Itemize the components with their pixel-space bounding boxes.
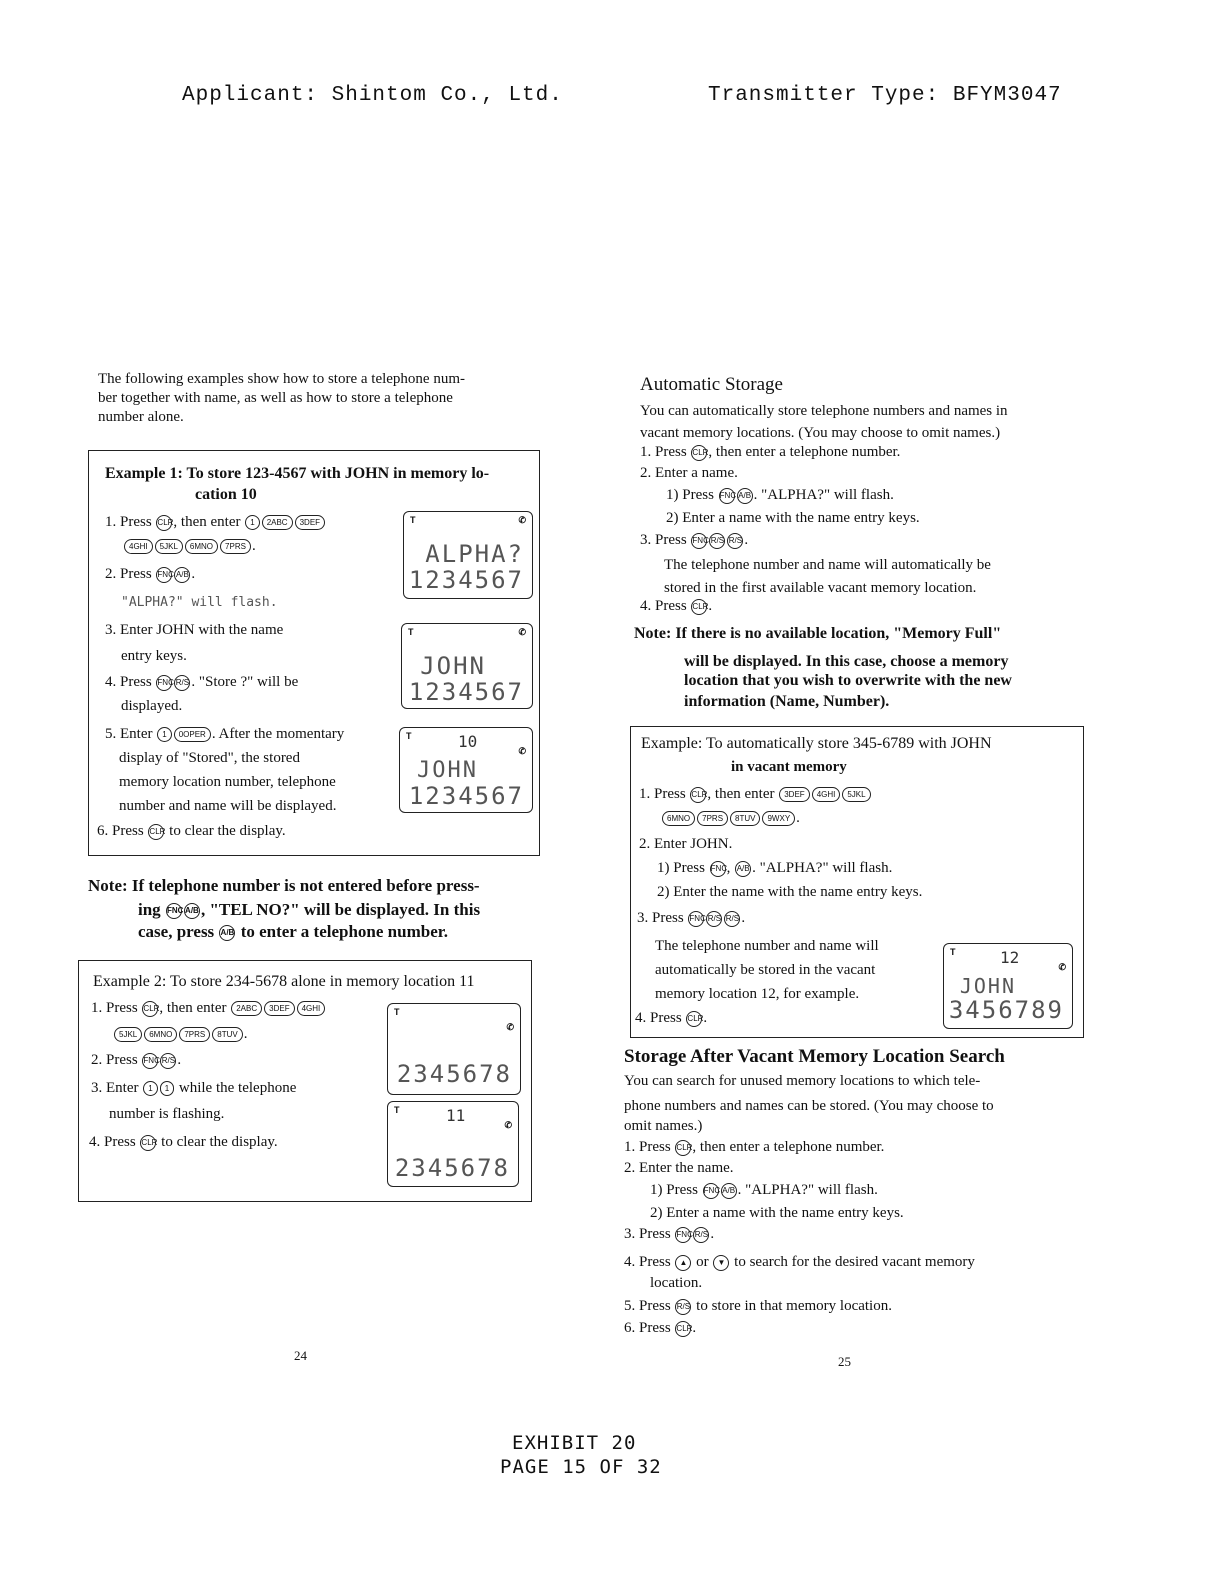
example-2-step-2: 2. Press FNC R/S . (91, 1052, 182, 1068)
auto-step-4: 4. Press CLR. (640, 598, 713, 614)
example-2-step-3-cont: number is flashing. (109, 1106, 225, 1122)
fnc-key-icon: FNC (703, 1183, 719, 1199)
clr-key-icon: CLR (142, 1001, 158, 1017)
search-step-2-1: 1) Press FNC A/B . "ALPHA?" will flash. (650, 1182, 878, 1198)
lcd-line-2: 1234567 (408, 782, 524, 810)
fnc-key-icon: FNC (719, 488, 735, 504)
example-1-step-1-keys: 4GHI 5JKL 6MNO 7PRS . (123, 537, 256, 556)
example-2-step-3: 3. Enter 1 1 while the telephone (91, 1080, 297, 1096)
automatic-storage-heading: Automatic Storage (640, 374, 783, 395)
indicator-icon: T (950, 947, 956, 957)
auto-note-line-3: location that you wish to overwrite with the new (684, 672, 1012, 689)
rs-key-icon: R/S (727, 533, 743, 549)
key-5-icon: 5JKL (155, 539, 183, 554)
fnc-key-icon: FNC (675, 1227, 691, 1243)
fnc-key-icon: FNC (710, 861, 726, 877)
antenna-icon: ✆ (504, 1120, 512, 1130)
intro-paragraph (98, 370, 465, 427)
search-step-5: 5. Press R/S to store in that memory location. (624, 1298, 892, 1314)
clr-key-icon: CLR (675, 1321, 691, 1337)
rs-key-icon: R/S (724, 911, 740, 927)
fnc-key-icon: FNC (166, 903, 182, 919)
key-7-icon: 7PRS (697, 811, 728, 826)
example-2-step-4: 4. Press CLR to clear the display. (89, 1134, 278, 1150)
key-9-icon: 9WXY (762, 811, 795, 826)
example-3-step-2: 2. Enter JOHN. (639, 836, 733, 852)
key-7-icon: 7PRS (179, 1027, 210, 1042)
ab-key-icon: A/B (737, 488, 753, 504)
key-8-icon: 8TUV (730, 811, 760, 826)
search-paragraph-3: omit names.) (624, 1118, 703, 1134)
ab-key-icon: A/B (219, 925, 235, 941)
example-3-step-1: 1. Press CLR, then enter 3DEF 4GHI 5JKL (639, 785, 872, 804)
intro-line: The following examples show how to store a telephone num- (98, 371, 466, 387)
lcd-line-1: JOHN (420, 652, 486, 680)
lcd-line-2: 2345678 (396, 1060, 512, 1088)
antenna-icon: ✆ (1058, 962, 1066, 972)
ab-key-icon: A/B (174, 567, 190, 583)
indicator-icon: T (408, 627, 414, 637)
example-2-step-1: 1. Press CLR, then enter 2ABC 3DEF 4GHI (91, 999, 326, 1018)
key-1-icon: 1 (157, 727, 171, 742)
lcd-line-1: JOHN (959, 974, 1016, 998)
vacant-search-heading: Storage After Vacant Memory Location Search (624, 1046, 1005, 1067)
page-number-left: 24 (294, 1348, 307, 1363)
auto-paragraph-2: vacant memory locations. (You may choose to omit names.) (640, 425, 1001, 441)
example-1-step-1: 1. Press CLR, then enter 1 2ABC 3DEF (105, 513, 326, 532)
lcd-display-number (387, 1003, 521, 1095)
note-left-line-2: ing FNC A/B , "TEL NO?" will be displayed. In this (138, 900, 481, 919)
rs-key-icon: R/S (675, 1299, 691, 1315)
example-3-step-3: 3. Press FNC R/S R/S . (637, 910, 746, 926)
search-step-4: 4. Press ▲ or ▼ to search for the desired vacant memory (624, 1254, 975, 1270)
auto-step-3: 3. Press FNC R/S R/S . (640, 532, 749, 548)
key-0-icon: 0OPER (174, 727, 211, 742)
example-1-step-5-cont: display of "Stored", the stored (119, 750, 300, 766)
example-1-title: Example 1: To store 123-4567 with JOHN in memory lo- (105, 465, 490, 482)
example-1-box (88, 450, 540, 856)
up-arrow-key-icon: ▲ (675, 1255, 691, 1271)
note-left-line-1: Note: If telephone number is not entered before press- (88, 876, 480, 895)
ab-key-icon: A/B (735, 861, 751, 877)
clr-key-icon: CLR (691, 599, 707, 615)
fnc-key-icon: FNC (688, 911, 704, 927)
example-3-step-4: 4. Press CLR. (635, 1010, 708, 1026)
indicator-icon: T (394, 1007, 400, 1017)
example-1-step-2-note: "ALPHA?" will flash. (121, 595, 278, 610)
key-4-icon: 4GHI (297, 1001, 326, 1016)
example-1-step-5-cont: number and name will be displayed. (119, 798, 337, 814)
clr-key-icon: CLR (686, 1011, 702, 1027)
lcd-line-2: 3456789 (948, 996, 1064, 1024)
example-2-box (78, 960, 532, 1202)
lcd-line-2: 1234567 (408, 566, 524, 594)
rs-key-icon: R/S (706, 911, 722, 927)
clr-key-icon: CLR (156, 515, 172, 531)
key-6-icon: 6MNO (185, 539, 218, 554)
example-3-step-3-desc: automatically be stored in the vacant (655, 962, 876, 978)
lcd-location-number: 12 (1000, 948, 1020, 967)
example-3-title-cont: in vacant memory (731, 759, 847, 775)
auto-step-2-2: 2) Enter a name with the name entry keys. (666, 510, 920, 526)
intro-line: number alone. (98, 409, 184, 425)
example-1-step-4: 4. Press FNC R/S . "Store ?" will be (105, 674, 299, 690)
auto-step-1: 1. Press CLR, then enter a telephone number. (640, 444, 901, 460)
search-step-4-cont: location. (650, 1275, 703, 1291)
example-3-step-2-1: 1) Press FNC, A/B . "ALPHA?" will flash. (657, 860, 893, 876)
exhibit-page: PAGE 15 OF 32 (500, 1456, 662, 1478)
antenna-icon: ✆ (518, 746, 526, 756)
example-3-box (630, 726, 1084, 1038)
key-6-icon: 6MNO (144, 1027, 177, 1042)
rs-key-icon: R/S (174, 675, 190, 691)
antenna-icon: ✆ (518, 515, 526, 525)
exhibit-label: EXHIBIT 20 (512, 1432, 637, 1454)
clr-key-icon: CLR (148, 824, 164, 840)
auto-step-3-desc: stored in the first available vacant memory location. (664, 580, 977, 596)
auto-note-line-4: information (Name, Number). (684, 693, 890, 710)
rs-key-icon: R/S (160, 1053, 176, 1069)
lcd-line-2: 2345678 (394, 1154, 510, 1182)
key-8-icon: 8TUV (212, 1027, 242, 1042)
intro-line: ber together with name, as well as how to store a telephone (98, 390, 453, 406)
key-2-icon: 2ABC (262, 515, 293, 530)
lcd-display-stored (399, 727, 533, 813)
search-step-2-2: 2) Enter a name with the name entry keys. (650, 1205, 904, 1221)
example-1-step-3-cont: entry keys. (121, 648, 187, 664)
lcd-line-2: 1234567 (408, 678, 524, 706)
auto-step-3-desc: The telephone number and name will automatically be (664, 557, 991, 573)
fnc-key-icon: FNC (691, 533, 707, 549)
key-4-icon: 4GHI (124, 539, 153, 554)
fnc-key-icon: FNC (156, 675, 172, 691)
key-1-icon: 1 (245, 515, 259, 530)
example-1-step-2: 2. Press FNC A/B . (105, 566, 196, 582)
fnc-key-icon: FNC (142, 1053, 158, 1069)
clr-key-icon: CLR (691, 445, 707, 461)
example-1-step-5-cont: memory location number, telephone (119, 774, 336, 790)
key-7-icon: 7PRS (220, 539, 251, 554)
example-2-title: Example 2: To store 234-5678 alone in memory location 11 (93, 973, 475, 990)
example-1-step-6: 6. Press CLR to clear the display. (97, 823, 286, 839)
key-3-icon: 3DEF (295, 515, 325, 530)
note-left-line-3: case, press A/B to enter a telephone number. (138, 922, 448, 941)
page-number-right: 25 (838, 1354, 851, 1369)
key-3-icon: 3DEF (264, 1001, 294, 1016)
auto-paragraph-1: You can automatically store telephone numbers and names in (640, 403, 1008, 419)
example-1-title-cont: cation 10 (195, 486, 257, 503)
search-step-3: 3. Press FNC R/S . (624, 1226, 715, 1242)
lcd-line-1: ALPHA? (425, 540, 524, 568)
lcd-display-alpha (403, 511, 533, 599)
example-3-step-3-desc: memory location 12, for example. (655, 986, 860, 1002)
example-3-step-1-keys: 6MNO 7PRS 8TUV 9WXY . (661, 809, 800, 828)
clr-key-icon: CLR (140, 1135, 156, 1151)
applicant-header: Applicant: Shintom Co., Ltd. (182, 84, 563, 107)
example-1-step-5: 5. Enter 1 0OPER . After the momentary (105, 726, 345, 742)
example-3-step-3-desc: The telephone number and name will (655, 938, 879, 954)
lcd-display-location (387, 1101, 519, 1187)
auto-note-line-2: will be displayed. In this case, choose a memory (684, 653, 1009, 670)
lcd-location-number: 10 (458, 732, 478, 751)
indicator-icon: T (406, 731, 412, 741)
search-paragraph-2: phone numbers and names can be stored. (You may choose to (624, 1098, 994, 1114)
lcd-display-auto (943, 943, 1073, 1029)
example-3-title: Example: To automatically store 345-6789 with JOHN (641, 735, 992, 752)
indicator-icon: T (410, 515, 416, 525)
key-5-icon: 5JKL (842, 787, 870, 802)
rs-key-icon: R/S (709, 533, 725, 549)
search-step-1: 1. Press CLR, then enter a telephone number. (624, 1139, 885, 1155)
search-step-2: 2. Enter the name. (624, 1160, 734, 1176)
clr-key-icon: CLR (675, 1140, 691, 1156)
ab-key-icon: A/B (721, 1183, 737, 1199)
key-2-icon: 2ABC (231, 1001, 262, 1016)
search-paragraph-1: You can search for unused memory locations to which tele- (624, 1073, 981, 1089)
search-step-6: 6. Press CLR. (624, 1320, 697, 1336)
key-1-icon: 1 (143, 1081, 157, 1096)
lcd-line-1: JOHN (417, 758, 478, 783)
example-3-step-2-2: 2) Enter the name with the name entry keys. (657, 884, 923, 900)
key-4-icon: 4GHI (812, 787, 841, 802)
down-arrow-key-icon: ▼ (713, 1255, 729, 1271)
key-3-icon: 3DEF (779, 787, 809, 802)
indicator-icon: T (394, 1105, 400, 1115)
key-5-icon: 5JKL (114, 1027, 142, 1042)
antenna-icon: ✆ (518, 627, 526, 637)
lcd-display-john (401, 623, 533, 709)
transmitter-header: Transmitter Type: BFYM3047 (708, 84, 1062, 107)
fnc-key-icon: FNC (156, 567, 172, 583)
ab-key-icon: A/B (184, 903, 200, 919)
rs-key-icon: R/S (693, 1227, 709, 1243)
auto-step-2: 2. Enter a name. (640, 465, 738, 481)
key-6-icon: 6MNO (662, 811, 695, 826)
example-1-step-3: 3. Enter JOHN with the name (105, 622, 284, 638)
antenna-icon: ✆ (506, 1022, 514, 1032)
example-2-step-1-keys: 5JKL 6MNO 7PRS 8TUV . (113, 1025, 247, 1044)
auto-step-2-1: 1) Press FNC A/B . "ALPHA?" will flash. (666, 487, 894, 503)
auto-note-line-1: Note: If there is no available location, "Memory Full" (634, 625, 1002, 642)
example-1-step-4-cont: displayed. (121, 698, 183, 714)
key-1-icon: 1 (160, 1081, 174, 1096)
lcd-location-number: 11 (446, 1106, 466, 1125)
clr-key-icon: CLR (690, 787, 706, 803)
